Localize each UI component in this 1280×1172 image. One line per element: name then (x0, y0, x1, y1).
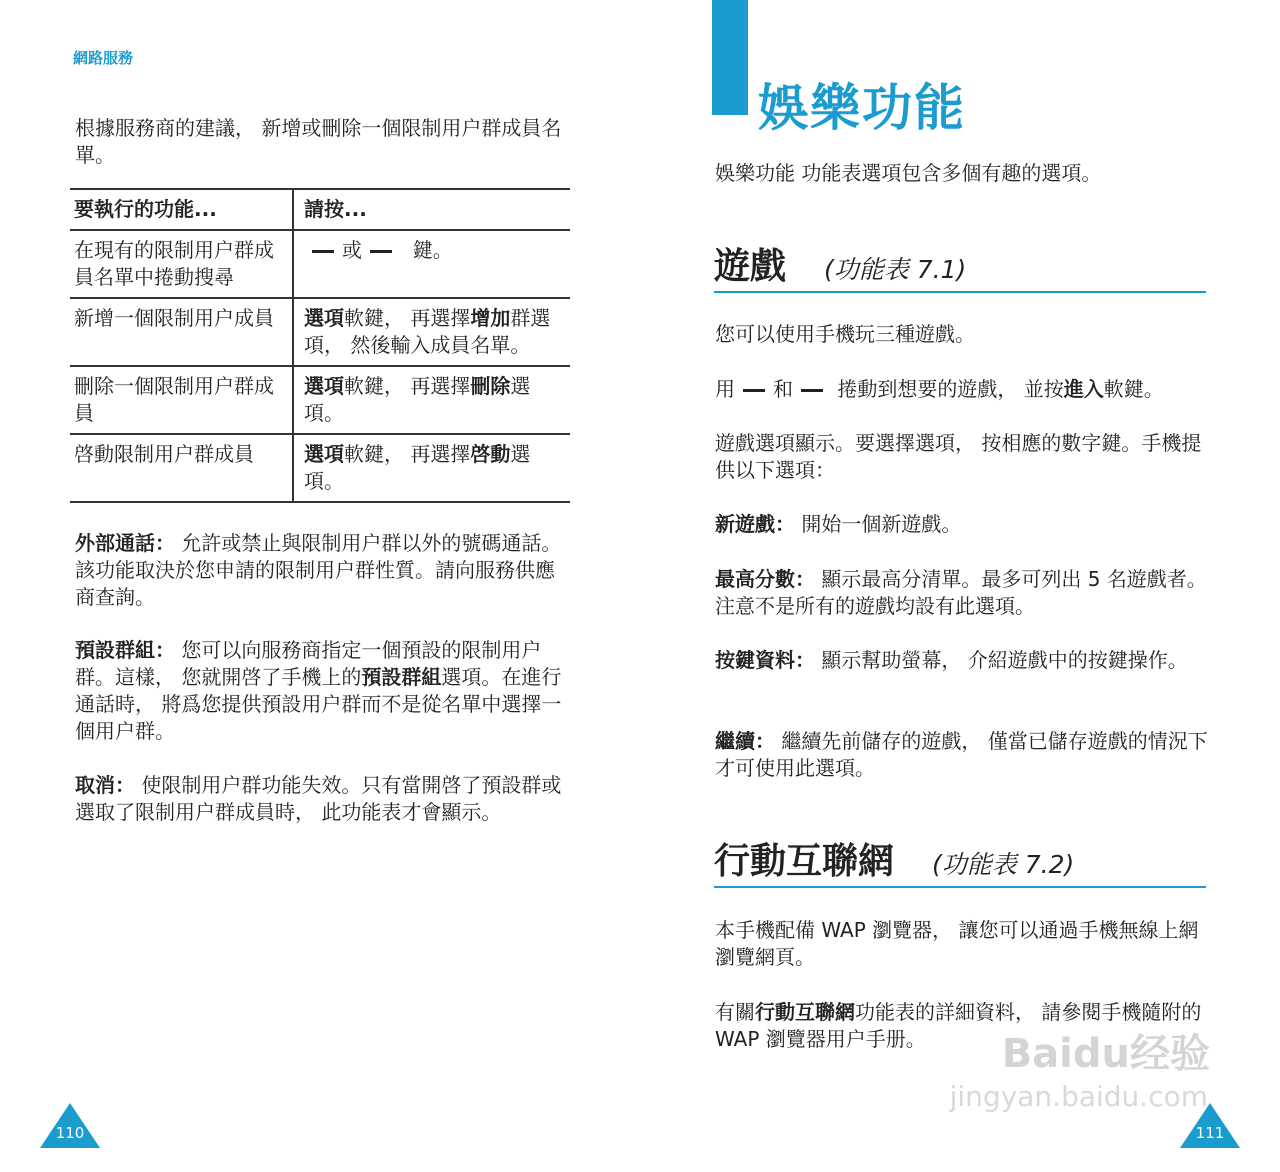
text: 選項。 (304, 374, 531, 425)
text: 軟鍵。 (1103, 377, 1164, 401)
option-high-score (715, 566, 1210, 620)
down-key-icon (801, 389, 823, 392)
text: 捲動到想要的遊戲， 並按 (837, 377, 1064, 401)
option-continue (715, 728, 1210, 782)
bold-term: 選項 (304, 442, 344, 466)
table-cell-keys (293, 230, 570, 298)
text: 用 (715, 377, 735, 401)
term: 外部通話： (75, 531, 175, 555)
up-key-icon (743, 389, 765, 392)
section-heading-games (714, 238, 1206, 293)
bold-term: 選項 (304, 374, 344, 398)
term: 取消： (75, 773, 135, 797)
mobile-paragraph: 本手機配備 WAP 瀏覽器， 讓您可以通過手機無線上網瀏覽網頁。 (715, 918, 1199, 969)
table-cell-keys (293, 434, 570, 502)
text: 群選項， 然後輸入成員名單。 (304, 306, 551, 357)
section-heading-mobile (714, 833, 1206, 888)
function-table (70, 188, 570, 503)
bold-term: 預設群組 (361, 665, 442, 689)
text: 軟鍵， 再選擇 (344, 374, 471, 398)
or-word: 或 (342, 238, 362, 262)
external-call-paragraph (75, 530, 570, 611)
table-row (70, 434, 570, 502)
table-header-row (70, 189, 570, 230)
text: 功能表的詳細資料， 請參閱手機隨附的 WAP 瀏覽器用户手册。 (715, 1000, 1202, 1051)
bold-term: 刪除 (470, 374, 511, 398)
watermark-url: jingyan.baidu.com (949, 1080, 1208, 1113)
text: 顯示最高分清單。最多可列出 5 名遊戲者。注意不是所有的遊戲均設有此選項。 (715, 567, 1207, 618)
table-row (70, 366, 570, 434)
table-cell-function: 新增一個限制用户成員 (70, 298, 293, 366)
text: 有關 (715, 1000, 755, 1024)
preset-group-paragraph (75, 637, 570, 745)
section-ref: (功能表 7.2) (932, 850, 1075, 879)
text: 和 (773, 377, 793, 401)
option-new-game (715, 511, 1210, 538)
running-header: 網路服務 (73, 49, 134, 67)
term: 預設群組： (75, 638, 175, 662)
text: 選項。在進行通話時， 將爲您提供預設用户群而不是從名單中選擇一個用户群。 (75, 665, 562, 743)
chapter-title: 娛樂功能 (758, 79, 966, 137)
chapter-intro: 娛樂功能 功能表選項包含多個有趣的選項。 (715, 161, 1102, 185)
text: 顯示幫助螢幕， 介紹遊戲中的按鍵操作。 (815, 648, 1188, 672)
key-word: 鍵。 (412, 238, 453, 262)
table-cell-function: 刪除一個限制用户群成員 (70, 366, 293, 434)
cancel-paragraph (75, 772, 570, 826)
watermark-logo: Baidu经验 (1001, 1031, 1210, 1077)
bold-term: 啓動 (470, 442, 511, 466)
table-row (70, 298, 570, 366)
text: 開始一個新遊戲。 (795, 512, 962, 536)
down-key-icon (370, 250, 392, 253)
bold-term: 進入 (1063, 377, 1104, 401)
games-options-paragraph: 遊戲選項顯示。要選擇選項， 按相應的數字鍵。手機提供以下選項： (715, 431, 1202, 482)
table-cell-keys (293, 366, 570, 434)
term: 按鍵資料： (715, 648, 815, 672)
bold-term: 行動互聯網 (755, 1000, 855, 1024)
bold-term: 選項 (304, 306, 344, 330)
page-number: 111 (1195, 1124, 1225, 1142)
text: 使限制用户群功能失效。只有當開啓了預設群或選取了限制用户群成員時， 此功能表才會顯示。 (75, 773, 562, 824)
text: 繼續先前儲存的遊戲， 僅當已儲存遊戲的情況下才可使用此選項。 (715, 729, 1208, 780)
table-cell-function: 在現有的限制用户群成員名單中捲動搜尋 (70, 230, 293, 298)
right-page (640, 0, 1280, 1172)
intro-paragraph: 根據服務商的建議， 新增或刪除一個限制用户群成員名單。 (75, 116, 562, 167)
games-scroll-paragraph (715, 376, 1210, 403)
bold-term: 增加 (470, 306, 511, 330)
text: 您可以向服務商指定一個預設的限制用户群。這樣， 您就開啓了手機上的 (75, 638, 542, 689)
table-cell-function: 啓動限制用户群成員 (70, 434, 293, 502)
text: 軟鍵， 再選擇 (344, 442, 471, 466)
page-number: 110 (55, 1124, 85, 1142)
section-title: 行動互聯網 (714, 841, 895, 882)
section-ref: (功能表 7.1) (824, 255, 967, 284)
section-title: 遊戲 (714, 246, 787, 287)
table-row (70, 230, 570, 298)
text: 允許或禁止與限制用户群以外的號碼通話。該功能取決於您申請的限制用户群性質。請向服務供應商查詢。 (75, 531, 562, 609)
chapter-bar (712, 0, 748, 115)
table-header-press: 請按... (304, 197, 367, 221)
table-cell-keys (293, 298, 570, 366)
up-key-icon (312, 250, 334, 253)
term: 最高分數： (715, 567, 815, 591)
text: 軟鍵， 再選擇 (344, 306, 471, 330)
term: 新遊戲： (715, 512, 795, 536)
games-paragraph: 您可以使用手機玩三種遊戲。 (715, 322, 975, 346)
term: 繼續： (715, 729, 775, 753)
option-key-info (715, 647, 1210, 674)
table-header-function: 要執行的功能... (70, 189, 293, 230)
text: 選項。 (304, 442, 531, 493)
